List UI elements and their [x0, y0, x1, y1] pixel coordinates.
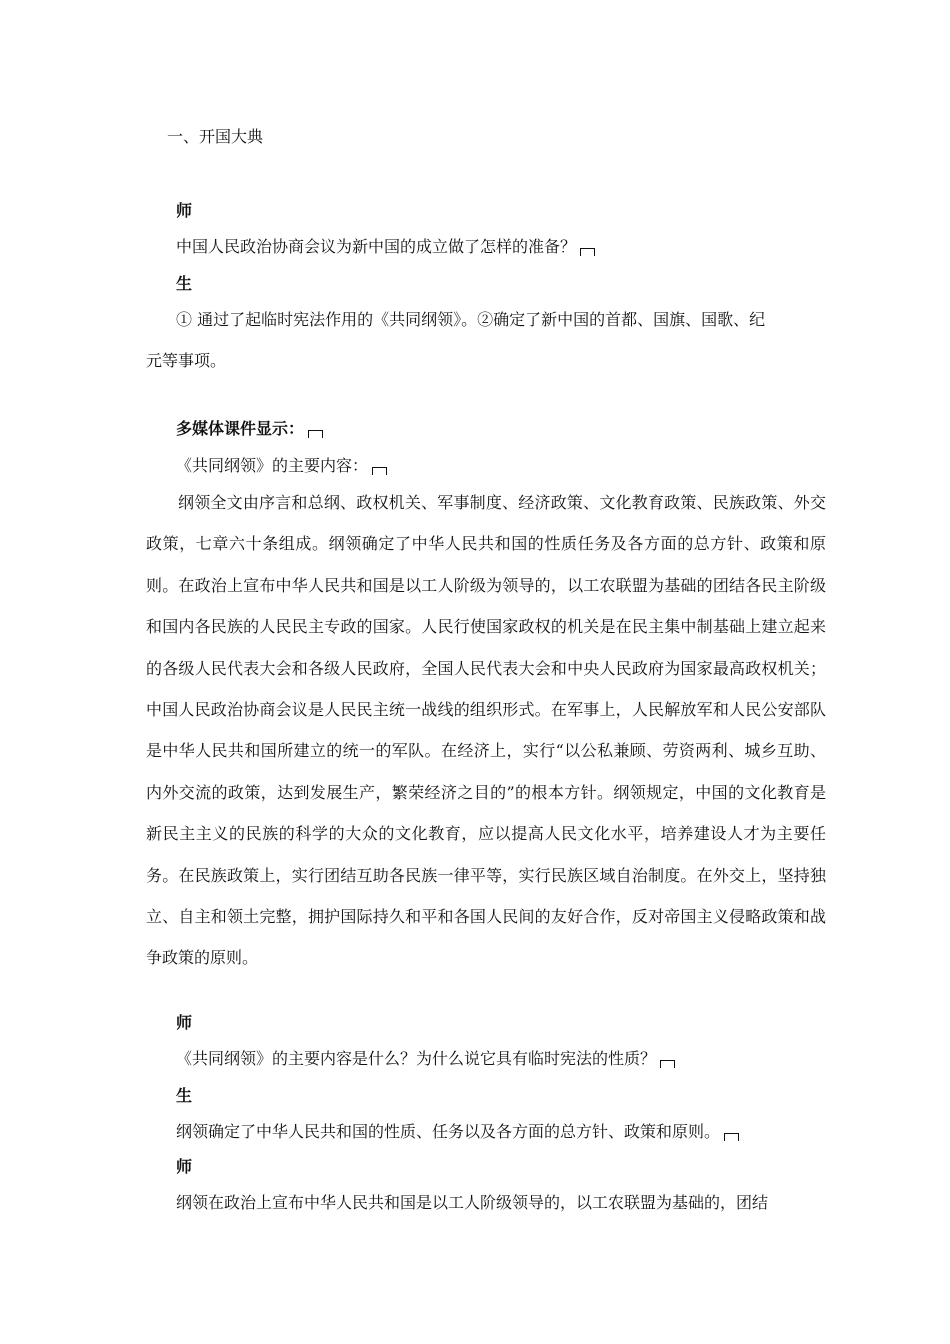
teacher-label: 师 — [176, 201, 193, 220]
teacher-explanation: 纲领在政治上宣布中华人民共和国是以工人阶级领导的，以工农联盟为基础的，团结 — [176, 1193, 769, 1212]
student-answer — [176, 1122, 739, 1142]
question-text: 中国人民政治协商会议为新中国的成立做了怎样的准备？ — [176, 237, 577, 256]
student-label: 生 — [176, 1086, 193, 1105]
teacher-question — [176, 1049, 675, 1069]
paragraph-mark-icon — [372, 467, 387, 475]
teacher-label: 师 — [176, 1157, 193, 1176]
teacher-label: 师 — [176, 1013, 193, 1032]
question-text: 《共同纲领》的主要内容是什么？为什么说它具有临时宪法的性质？ — [176, 1049, 657, 1068]
multimedia-subtitle — [176, 456, 387, 476]
student-answer-line: ① 通过了起临时宪法作用的《共同纲领》。②确定了新中国的首都、国旗、国歌、纪 — [176, 310, 766, 329]
multimedia-label-text: 多媒体课件显示： — [176, 419, 305, 438]
student-answer-line: 元等事项。 — [146, 351, 227, 370]
section-heading: 一、开国大典 — [167, 127, 264, 146]
program-content-paragraph: 纲领全文由序言和总纲、政权机关、军事制度、经济政策、文化教育政策、民族政策、外交政策，七章六十条组成。纲领确定了中华人民共和国的性质任务及各方面的总方针、政策和原则。在政治上宣布中华人民共和国是以工人阶级为领导的，以工农联盟为基础的团结各民主阶级和国内各民族的人民民主专政的国家。人民行使国家政权的机关是在民主集中制基础上建立起来的各级人民代表大会和各级人民政府，全国人民代表大会和中央人民政府为国家最高政权机关；中国人民政治协商会议是人民民主统一战线的组织形式。在军事上，人民解放军和人民公安部队是中华人民共和国所建立的统一的军队。在经济上，实行“以公私兼顾、劳资两利、城乡互助、内外交流的政策，达到发展生产，繁荣经济之目的”的根本方针。纲领规定，中国的文化教育是新民主主义的民族的科学的大众的文化教育，应以提高人民文化水平，培养建设人才为主要任务。在民族政策上，实行团结互助各民族一律平等，实行民族区域自治制度。在外交上，坚持独立、自主和领土完整，拥护国际持久和平和各国人民间的友好合作，反对帝国主义侵略政策和战争政策的原则。 — [146, 493, 826, 968]
multimedia-label — [176, 419, 323, 439]
multimedia-subtitle-text: 《共同纲领》的主要内容： — [176, 456, 369, 475]
paragraph-mark-icon — [580, 248, 595, 256]
paragraph-mark-icon — [308, 430, 323, 438]
teacher-question — [176, 237, 595, 257]
student-label: 生 — [176, 274, 193, 293]
answer-text: 纲领确定了中华人民共和国的性质、任务以及各方面的总方针、政策和原则。 — [176, 1122, 721, 1141]
paragraph-mark-icon — [724, 1133, 739, 1141]
paragraph-mark-icon — [660, 1060, 675, 1068]
